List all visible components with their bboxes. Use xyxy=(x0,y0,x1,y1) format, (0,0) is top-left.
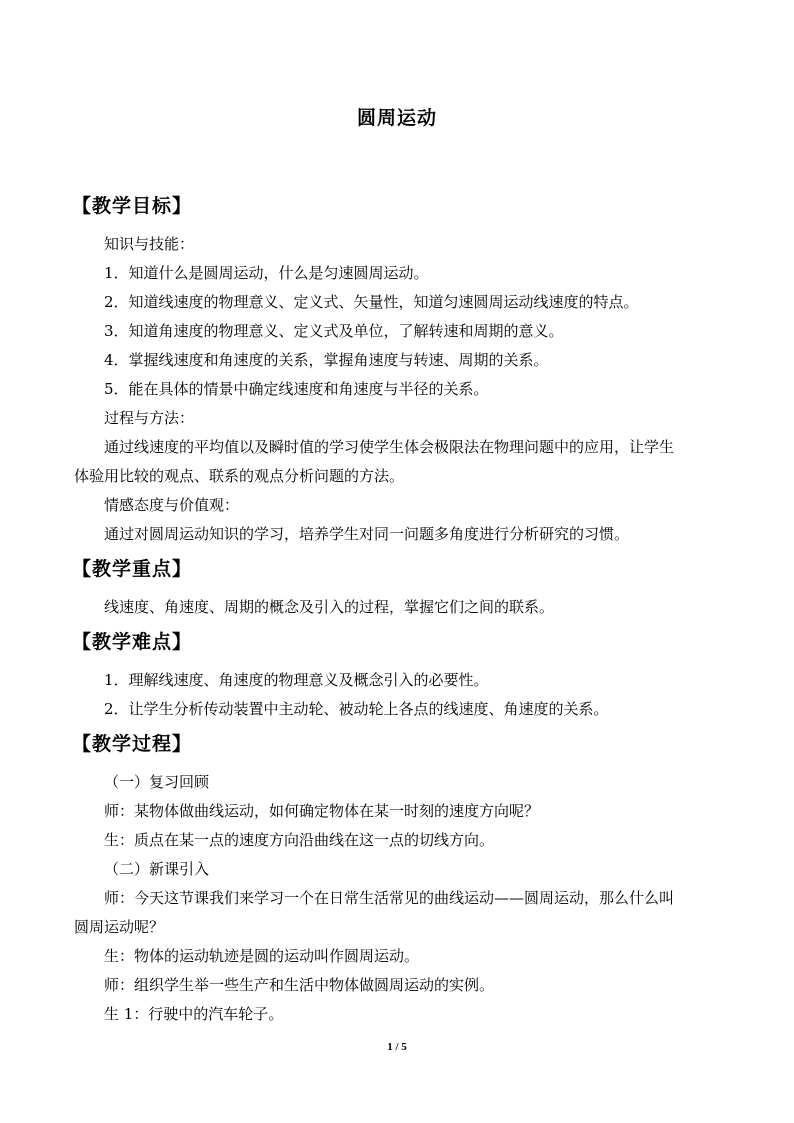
intro-heading: （二）新课引入 xyxy=(104,860,210,878)
intro-teacher-question-line1: 师：今天这节课我们来学习一个在日常生活常见的曲线运动——圆周运动，那么什么叫 xyxy=(104,889,675,907)
section-heading-objectives: 【教学目标】 xyxy=(72,195,193,217)
process-method-text-line1: 通过线速度的平均值以及瞬时值的学习使学生体会极限法在物理问题中的应用，让学生 xyxy=(104,438,675,456)
objective-item-5: 5．能在具体的情景中确定线速度和角速度与半径的关系。 xyxy=(104,380,489,398)
intro-teacher-instruction: 师：组织学生举一些生产和生活中物体做圆周运动的实例。 xyxy=(104,976,495,994)
attitude-text: 通过对圆周运动知识的学习，培养学生对同一问题多角度进行分析研究的习惯。 xyxy=(104,525,630,543)
objective-item-2: 2．知道线速度的物理意义、定义式、矢量性，知道匀速圆周运动线速度的特点。 xyxy=(104,293,639,311)
review-teacher-question: 师：某物体做曲线运动，如何确定物体在某一时刻的速度方向呢？ xyxy=(104,802,540,820)
objective-item-3: 3．知道角速度的物理意义、定义式及单位，了解转速和周期的意义。 xyxy=(104,322,564,340)
section-heading-key-points: 【教学重点】 xyxy=(72,558,193,580)
difficulty-item-1: 1．理解线速度、角速度的物理意义及概念引入的必要性。 xyxy=(104,671,489,689)
section-heading-difficulties: 【教学难点】 xyxy=(72,631,193,653)
intro-student-1-answer: 生 1：行驶中的汽车轮子。 xyxy=(104,1005,284,1023)
process-method-text-line2: 体验用比较的观点、联系的观点分析问题的方法。 xyxy=(74,467,405,485)
subheading-knowledge: 知识与技能： xyxy=(104,235,195,253)
page-indicator: 1 / 5 xyxy=(387,1041,407,1053)
intro-student-answer: 生：物体的运动轨迹是圆的运动叫作圆周运动。 xyxy=(104,947,420,965)
subheading-attitude: 情感态度与价值观： xyxy=(104,496,240,514)
review-heading: （一）复习回顾 xyxy=(104,773,210,791)
intro-teacher-question-line2: 圆周运动呢？ xyxy=(74,918,165,936)
objective-item-4: 4．掌握线速度和角速度的关系，掌握角速度与转速、周期的关系。 xyxy=(104,351,549,369)
objective-item-1: 1．知道什么是圆周运动，什么是匀速圆周运动。 xyxy=(104,264,429,282)
difficulty-item-2: 2．让学生分析传动装置中主动轮、被动轮上各点的线速度、角速度的关系。 xyxy=(104,700,609,718)
key-points-text: 线速度、角速度、周期的概念及引入的过程，掌握它们之间的联系。 xyxy=(104,598,555,616)
subheading-process-method: 过程与方法： xyxy=(104,409,195,427)
review-student-answer: 生：质点在某一点的速度方向沿曲线在这一点的切线方向。 xyxy=(104,831,495,849)
document-title: 圆周运动 xyxy=(356,107,437,129)
section-heading-process: 【教学过程】 xyxy=(72,733,193,755)
